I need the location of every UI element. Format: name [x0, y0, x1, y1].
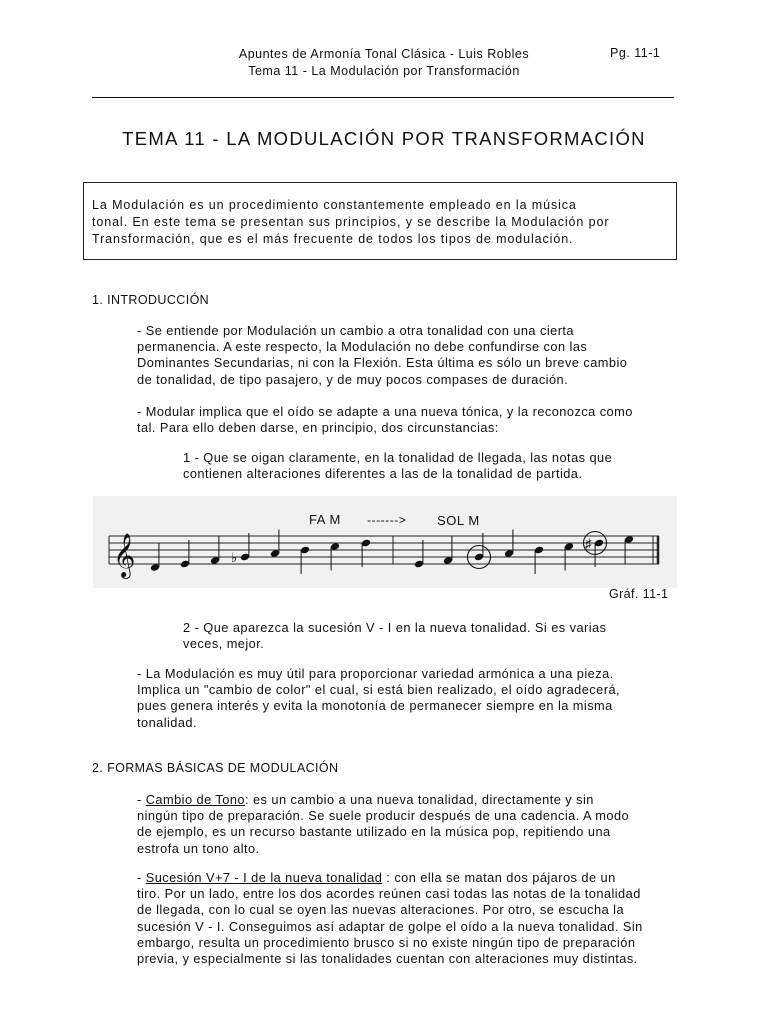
- paragraph-line-rest: : es un cambio a una nueva tonalidad, directamente y sin: [244, 792, 594, 807]
- paragraph-line: - Se entiende por Modulación un cambio a otra tonalidad con una cierta: [137, 323, 574, 338]
- abstract-line: tonal. En este tema se presentan sus principios, y se describe la Modulación por: [92, 215, 610, 229]
- section-heading-formas: 2. FORMAS BÁSICAS DE MODULACIÓN: [92, 761, 339, 775]
- paragraph-line: - Cambio de Tono: es un cambio a una nueva tonalidad, directamente y sin: [137, 792, 594, 807]
- paragraph-line: veces, mejor.: [183, 636, 265, 652]
- header-line-1: Apuntes de Armonía Tonal Clásica - Luis Robles: [238, 47, 530, 61]
- paragraph-line: tiro. Por un lado, entre los dos acordes reúnen casi todas las notas de la tonalidad: [137, 886, 641, 902]
- page-number: Pg. 11-1: [610, 46, 661, 60]
- paragraph-intro-1: [137, 323, 627, 388]
- paragraph-sucesion: [137, 870, 643, 967]
- abstract-line: Transformación, que es el más frecuente de todos los tipos de modulación.: [92, 232, 574, 246]
- paragraph-line: - Sucesión V+7 - I de la nueva tonalidad : con ella se matan dos pájaros de un: [137, 870, 616, 885]
- paragraph-line: Implica un "cambio de color" el cual, si está bien realizado, el oído agradecerá,: [137, 682, 621, 698]
- sharp-accidental-icon: ♯: [585, 536, 593, 551]
- paragraph-line: estrofa un tono alto.: [137, 840, 260, 856]
- modulation-arrow: ------->: [367, 513, 407, 527]
- paragraph-line: tonalidad.: [137, 714, 197, 730]
- paragraph-intro-3: [137, 666, 620, 731]
- paragraph-line: de llegada, con lo cual se oyen las nuevas alteraciones. Por otro, se escucha la: [137, 902, 625, 918]
- paragraph-line: pues genera interés y evita la monotonía de permanecer siempre en la misma: [137, 698, 613, 714]
- paragraph-line: de tonalidad, de tipo pasajero, y de muy pocos compases de duración.: [137, 371, 569, 387]
- header-divider: [92, 97, 674, 98]
- key-label-to: SOL M: [437, 513, 480, 528]
- paragraph-line: embargo, resulta un procedimiento brusco si no existe ningún tipo de preparación: [137, 934, 636, 950]
- document-title: TEMA 11 - LA MODULACIÓN POR TRANSFORMACIÓN: [122, 128, 646, 149]
- flat-accidental-icon: ♭: [231, 550, 238, 565]
- paragraph-line: ningún tipo de preparación. Se suele producir después de una cadencia. A modo: [137, 808, 630, 824]
- paragraph-line: sucesión V - I. Conseguimos así adaptar de golpe el oído a la nueva tonalidad. Sin: [137, 918, 643, 934]
- paragraph-line: Dominantes Secundarias, ni con la Flexión. Esta última es sólo un breve cambio: [137, 355, 628, 371]
- header-line-2: Tema 11 - La Modulación por Transformación: [248, 64, 520, 78]
- key-label-from: FA M: [309, 512, 341, 527]
- paragraph-line: 1 - Que se oigan claramente, en la tonalidad de llegada, las notas que: [183, 450, 613, 465]
- paragraph-cambio-de-tono: [137, 792, 629, 857]
- treble-clef-icon: 𝄞: [113, 533, 137, 577]
- paragraph-line: contienen alteraciones diferentes a las de la tonalidad de partida.: [183, 466, 583, 482]
- music-score-figure: [93, 496, 677, 588]
- figure-caption: Gráf. 11-1: [609, 587, 669, 601]
- list-item-1: [183, 450, 612, 482]
- paragraph-line: - La Modulación es muy útil para proporcionar variedad armónica a una pieza.: [137, 666, 614, 681]
- paragraph-line: de ejemplo, es un recurso bastante utilizado en la música pop, repitiendo una: [137, 824, 611, 840]
- term-sucesion: Sucesión V+7 - I de la nueva tonalidad: [145, 870, 383, 885]
- paragraph-line: tal. Para ello deben darse, en principio, dos circunstancias:: [137, 420, 499, 436]
- paragraph-line: - Modular implica que el oído se adapte a una nueva tónica, y la reconozca como: [137, 404, 633, 419]
- paragraph-intro-2: [137, 404, 633, 436]
- paragraph-line-rest: : con ella se matan dos pájaros de un: [382, 870, 616, 885]
- paragraph-line: previa, y especialmente si las tonalidades cuentan con alteraciones muy distintas.: [137, 951, 638, 967]
- abstract-box: [83, 182, 677, 260]
- paragraph-line: 2 - Que aparezca la sucesión V - I en la nueva tonalidad. Si es varias: [183, 620, 607, 635]
- paragraph-line: permanencia. A este respecto, la Modulación no debe confundirse con las: [137, 339, 588, 355]
- term-cambio-de-tono: Cambio de Tono: [145, 792, 245, 807]
- list-item-2: [183, 620, 606, 652]
- abstract-line: La Modulación es un procedimiento constantemente empleado en la música: [92, 198, 577, 212]
- section-heading-introduccion: 1. INTRODUCCIÓN: [92, 293, 210, 307]
